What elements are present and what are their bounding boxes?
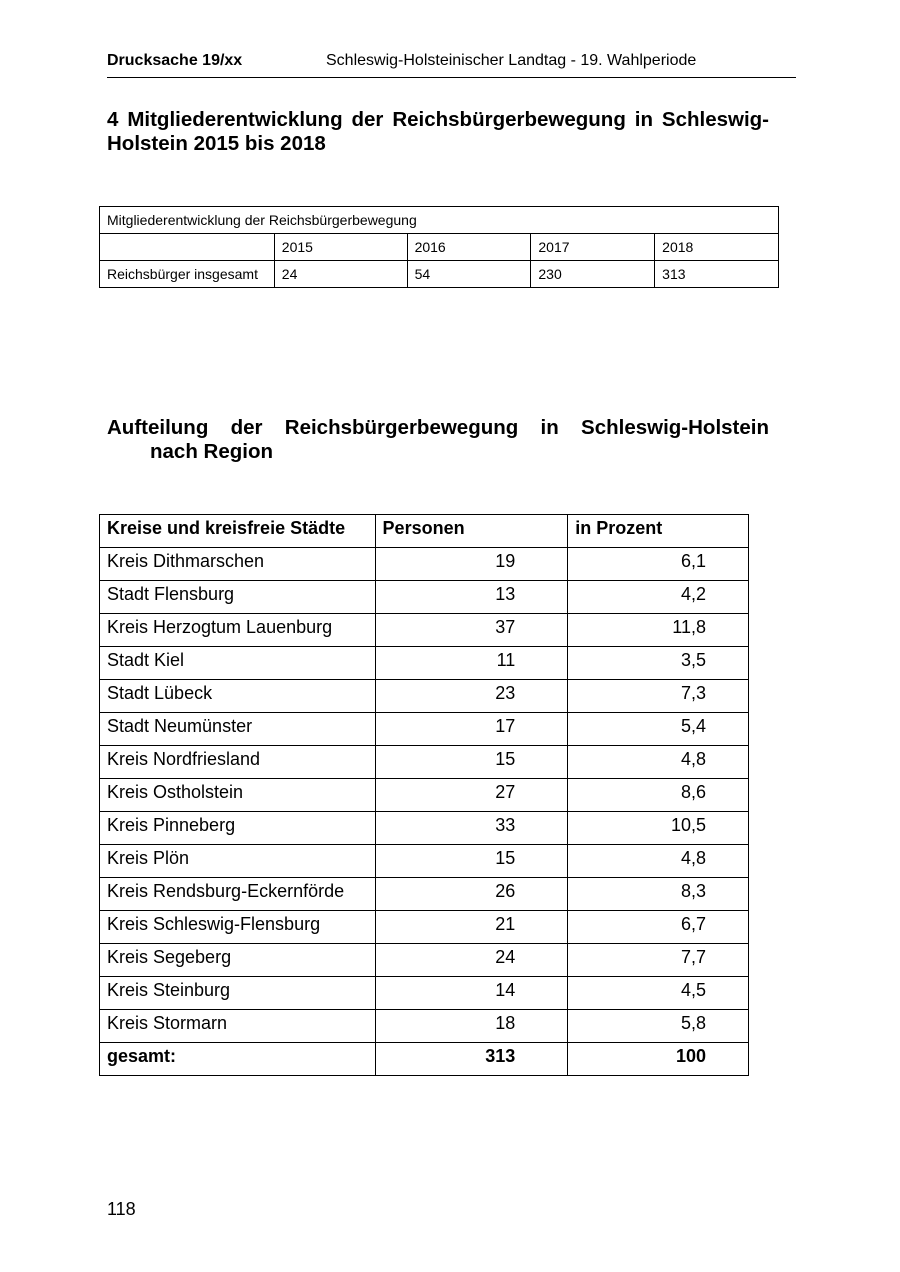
table-row	[100, 548, 749, 581]
region-name: Stadt Flensburg	[100, 581, 376, 614]
table-row	[100, 581, 749, 614]
persons-cell: 15	[375, 746, 568, 779]
percent-cell: 5,8	[568, 1010, 749, 1043]
total-row	[100, 1043, 749, 1076]
percent-cell: 6,7	[568, 911, 749, 944]
section-heading: 4 Mitgliederentwicklung der Reichsbürgerbewegung in Schleswig-Holstein 2015 bis 2018	[107, 108, 769, 155]
parliament-title: Schleswig-Holsteinischer Landtag - 19. Wahlperiode	[326, 52, 697, 69]
table-row	[100, 680, 749, 713]
heading-line: nach Region	[150, 440, 274, 463]
region-name: Kreis Rendsburg-Eckernförde	[100, 878, 376, 911]
region-name: Stadt Neumünster	[100, 713, 376, 746]
persons-cell: 37	[375, 614, 568, 647]
section-heading	[107, 416, 769, 464]
persons-cell: 21	[375, 911, 568, 944]
region-name: Kreis Pinneberg	[100, 812, 376, 845]
percent-cell: 10,5	[568, 812, 749, 845]
persons-cell: 23	[375, 680, 568, 713]
row-label: Reichsbürger insgesamt	[100, 261, 275, 288]
region-name: Kreis Stormarn	[100, 1010, 376, 1043]
region-name: Kreis Segeberg	[100, 944, 376, 977]
persons-cell: 24	[375, 944, 568, 977]
region-name: Kreis Plön	[100, 845, 376, 878]
table-row	[100, 261, 779, 288]
table-row	[100, 713, 749, 746]
members-table	[99, 206, 779, 288]
page-header	[107, 52, 796, 78]
persons-cell: 18	[375, 1010, 568, 1043]
region-name: Kreis Herzogtum Lauenburg	[100, 614, 376, 647]
year-cell: 2016	[407, 234, 531, 261]
persons-cell: 19	[375, 548, 568, 581]
persons-cell: 14	[375, 977, 568, 1010]
percent-cell: 7,7	[568, 944, 749, 977]
persons-cell: 15	[375, 845, 568, 878]
region-name: Stadt Kiel	[100, 647, 376, 680]
percent-cell: 7,3	[568, 680, 749, 713]
year-cell: 2015	[274, 234, 407, 261]
column-header: Kreise und kreisfreie Städte	[100, 515, 376, 548]
persons-cell: 13	[375, 581, 568, 614]
region-name: Kreis Nordfriesland	[100, 746, 376, 779]
percent-cell: 11,8	[568, 614, 749, 647]
value-cell: 230	[531, 261, 655, 288]
table-row	[100, 812, 749, 845]
value-cell: 313	[655, 261, 779, 288]
table-header-row	[100, 515, 749, 548]
year-header-row	[100, 234, 779, 261]
table-row	[100, 878, 749, 911]
total-persons: 313	[375, 1043, 568, 1076]
total-label: gesamt:	[100, 1043, 376, 1076]
total-percent: 100	[568, 1043, 749, 1076]
table-row	[100, 614, 749, 647]
percent-cell: 4,8	[568, 746, 749, 779]
page-number: 118	[107, 1199, 136, 1219]
column-header: in Prozent	[568, 515, 749, 548]
region-name: Stadt Lübeck	[100, 680, 376, 713]
table-row	[100, 977, 749, 1010]
table-row	[100, 746, 749, 779]
persons-cell: 33	[375, 812, 568, 845]
year-cell: 2018	[655, 234, 779, 261]
empty-cell	[100, 234, 275, 261]
document-number: Drucksache 19/xx	[107, 52, 243, 69]
percent-cell: 5,4	[568, 713, 749, 746]
percent-cell: 4,5	[568, 977, 749, 1010]
table-caption: Mitgliederentwicklung der Reichsbürgerbewegung	[100, 207, 779, 234]
table-row	[100, 1010, 749, 1043]
region-name: Kreis Ostholstein	[100, 779, 376, 812]
table-row	[100, 647, 749, 680]
value-cell: 54	[407, 261, 531, 288]
percent-cell: 8,6	[568, 779, 749, 812]
persons-cell: 17	[375, 713, 568, 746]
value-cell: 24	[274, 261, 407, 288]
persons-cell: 26	[375, 878, 568, 911]
persons-cell: 11	[375, 647, 568, 680]
table-row	[100, 911, 749, 944]
year-cell: 2017	[531, 234, 655, 261]
percent-cell: 3,5	[568, 647, 749, 680]
table-caption-row	[100, 207, 779, 234]
percent-cell: 4,8	[568, 845, 749, 878]
column-header: Personen	[375, 515, 568, 548]
region-name: Kreis Schleswig-Flensburg	[100, 911, 376, 944]
heading-line: Aufteilung der Reichsbürgerbewegung in Schleswig-Holstein	[107, 416, 769, 439]
percent-cell: 4,2	[568, 581, 749, 614]
table-row	[100, 779, 749, 812]
persons-cell: 27	[375, 779, 568, 812]
region-table	[99, 514, 749, 1076]
region-name: Kreis Dithmarschen	[100, 548, 376, 581]
percent-cell: 6,1	[568, 548, 749, 581]
percent-cell: 8,3	[568, 878, 749, 911]
table-row	[100, 845, 749, 878]
table-row	[100, 944, 749, 977]
region-name: Kreis Steinburg	[100, 977, 376, 1010]
